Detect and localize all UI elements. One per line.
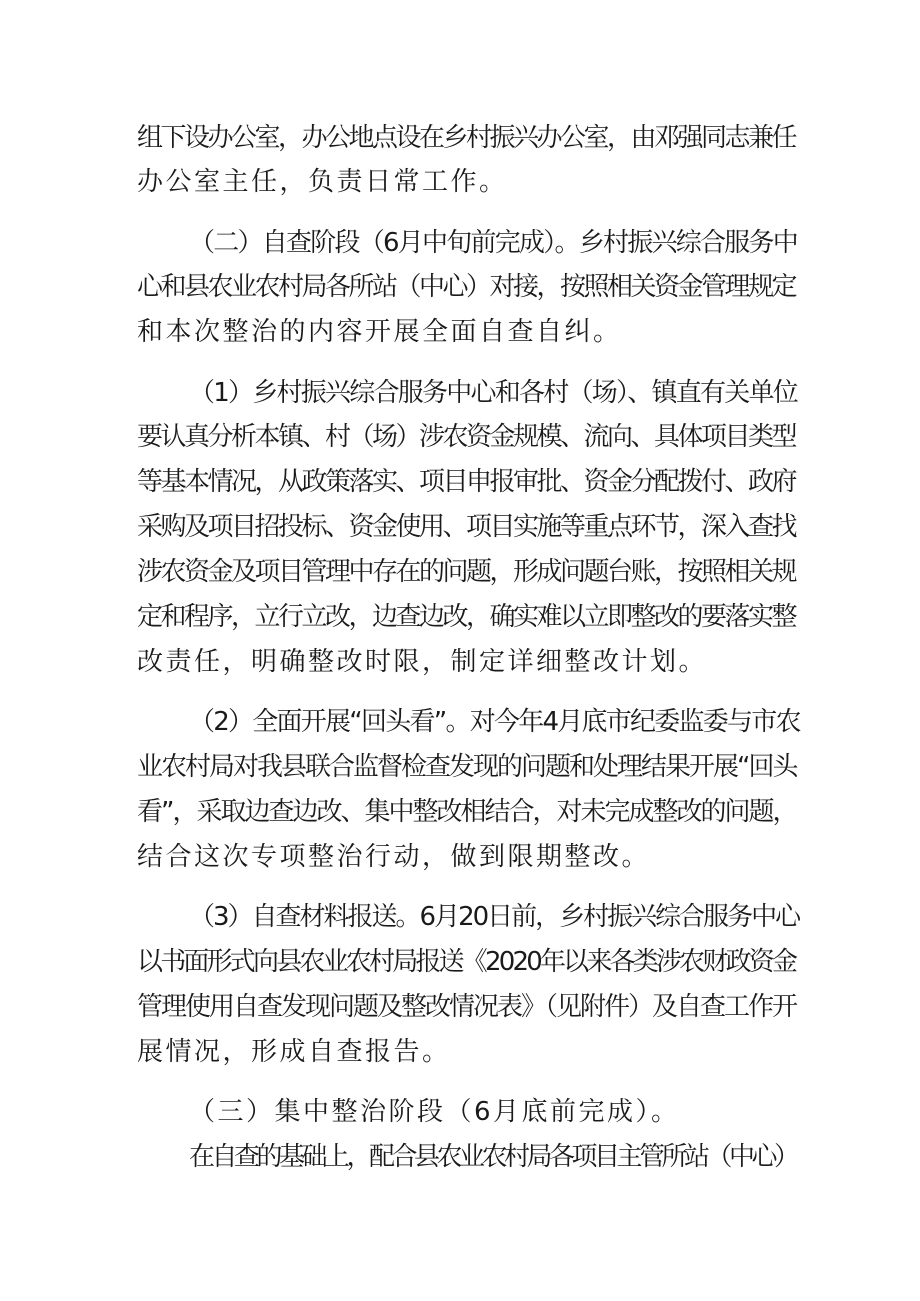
body-text-line: 展情况，形成自查报告。 bbox=[137, 1037, 451, 1067]
body-text-line: 办公室主任，负责日常工作。 bbox=[137, 167, 508, 197]
body-text-line: 和本次整治的内容开展全面自查自纠。 bbox=[137, 317, 622, 347]
body-text-line: 涉农资金及项目管理中存在的问题，形成问题台账，按照相关规 bbox=[137, 557, 796, 587]
body-text-line: 要认真分析本镇、村（场）涉农资金规模、流向、具体项目类型 bbox=[137, 422, 796, 452]
body-text-line: 等基本情况，从政策落实、项目申报审批、资金分配拨付、政府 bbox=[137, 467, 796, 497]
body-text-line: 组下设办公室，办公地点设在乡村振兴办公室，由邓强同志兼任 bbox=[137, 123, 796, 153]
body-text-line: 定和程序，立行立改，边查边改，确实难以立即整改的要落实整 bbox=[137, 602, 796, 632]
body-text-line: 在自查的基础上，配合县农业农村局各项目主管所站（中心） bbox=[189, 1142, 797, 1172]
body-text-line: 改责任，明确整改时限，制定详细整改计划。 bbox=[137, 647, 708, 677]
body-text-line: 以书面形式向县农业农村局报送《2020年以来各类涉农财政资金 bbox=[137, 947, 796, 977]
body-text-line: 业农村局对我县联合监督检查发现的问题和处理结果开展“回头 bbox=[137, 752, 797, 782]
body-text-line: 心和县农业农村局各所站（中心）对接，按照相关资金管理规定 bbox=[137, 272, 796, 302]
body-text-line: 管理使用自查发现问题及整改情况表》（见附件）及自查工作开 bbox=[137, 992, 797, 1022]
body-text-line: 结合这次专项整治行动，做到限期整改。 bbox=[137, 842, 651, 872]
section-heading-3: （三）集中整治阶段（6月底前完成）。 bbox=[189, 1097, 680, 1127]
section-heading-2: （二）自查阶段（6月中旬前完成）。乡村振兴综合服务中 bbox=[189, 228, 798, 258]
body-text-line: 采购及项目招投标、资金使用、项目实施等重点环节，深入查找 bbox=[137, 512, 796, 542]
list-item-2: （2）全面开展“回头看”。对今年4月底市纪委监委与市农 bbox=[189, 707, 800, 737]
body-text-line: 看”，采取边查边改、集中整改相结合，对未完成整改的问题， bbox=[137, 797, 797, 827]
list-item-1: （1）乡村振兴综合服务中心和各村（场）、镇直有关单位 bbox=[189, 378, 798, 408]
list-item-3: （3）自查材料报送。6月20日前，乡村振兴综合服务中心 bbox=[189, 902, 800, 932]
